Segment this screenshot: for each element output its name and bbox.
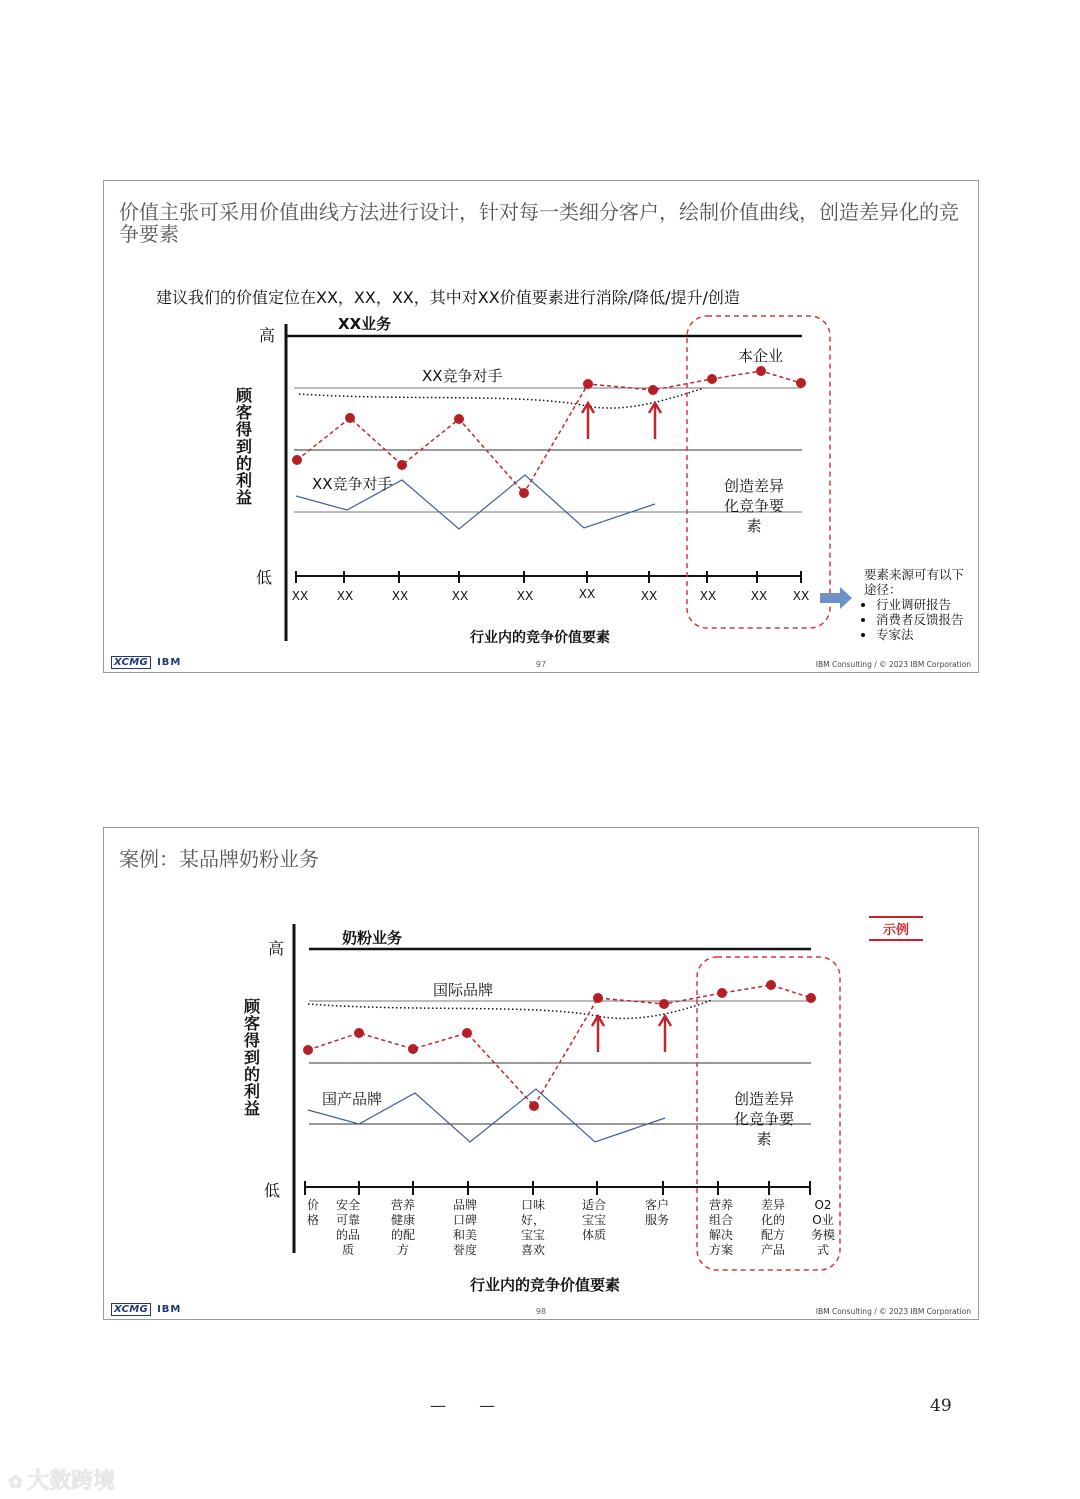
svg-text:素: 素: [756, 1130, 772, 1148]
company-point: [519, 488, 529, 498]
watermark-text: 大数跨境: [27, 1469, 116, 1494]
slide-page-number: 97: [535, 660, 547, 669]
watermark-logo-icon: ✿: [8, 1472, 24, 1493]
xcmg-logo: XCMG: [111, 1303, 151, 1316]
x-category-label: XX: [516, 589, 534, 603]
x-category-label: 营养组合解决方案: [708, 1198, 734, 1257]
svg-text:化竞争要: 化竞争要: [733, 1110, 795, 1128]
slide-milk-powder-case: [103, 827, 979, 1320]
x-category-label: 差异化的配方产品: [760, 1198, 786, 1257]
x-category-label: O2 O业务模式: [810, 1198, 836, 1257]
business-label: 奶粉业务: [342, 929, 403, 947]
company-point: [717, 988, 727, 998]
svg-text:创造差异: 创造差异: [733, 1090, 795, 1108]
company-point: [454, 414, 464, 424]
x-category-label: 客户服务: [644, 1198, 670, 1227]
slide-value-curve-template: [103, 180, 979, 673]
x-category-label: 营养健康的配方: [390, 1198, 416, 1257]
x-category-labels: [307, 1197, 835, 1257]
x-category-label: XX: [451, 589, 469, 603]
company-point: [354, 1028, 364, 1038]
company-point: [583, 379, 593, 389]
company-point: [397, 460, 407, 470]
source-note: [864, 567, 974, 642]
y-low-label: 低: [264, 1181, 281, 1200]
ibm-logo: IBM: [157, 657, 182, 668]
page-dash: — —: [430, 1396, 510, 1415]
x-category-label: XX: [640, 589, 658, 603]
company-point: [766, 980, 776, 990]
x-category-label: 适合宝宝体质: [581, 1198, 607, 1242]
x-category-label: XX: [750, 589, 768, 603]
slide-title: 案例：某品牌奶粉业务: [119, 847, 319, 871]
slide-title: 价值主张可采用价值曲线方法进行设计，针对每一类细分客户，绘制价值曲线，创造差异化的竞争要素: [119, 200, 959, 246]
example-badge: 示例: [869, 916, 923, 941]
x-category-label: XX: [699, 589, 717, 603]
y-low-label: 低: [256, 568, 273, 587]
x-category-label: 价格: [306, 1198, 320, 1227]
competitor-top-label: 国际品牌: [433, 981, 494, 999]
copyright: IBM Consulting / © 2023 IBM Corporation: [815, 660, 971, 669]
company-point: [529, 1101, 539, 1111]
competitor-top-label: XX竞争对手: [422, 367, 503, 385]
x-axis-title: 行业内的竞争价值要素: [470, 1276, 621, 1294]
x-category-label: 口味好，宝宝喜欢: [520, 1198, 546, 1257]
company-point: [756, 366, 766, 376]
xcmg-logo: XCMG: [111, 656, 151, 669]
company-point: [648, 385, 658, 395]
y-axis-title: 顾 客 得 到 的 利 益: [235, 386, 252, 507]
ibm-logo: IBM: [157, 1304, 182, 1315]
svg-text:素: 素: [746, 517, 762, 535]
copyright: IBM Consulting / © 2023 IBM Corporation: [815, 1307, 971, 1316]
slide-subtitle: 建议我们的价值定位在XX，XX，XX，其中对XX价值要素进行消除/降低/提升/创造: [156, 288, 740, 307]
note-title: 要素来源可有以下途径：: [864, 567, 965, 597]
business-label: XX业务: [338, 315, 392, 333]
note-item: • 行业调研报告: [876, 597, 974, 612]
company-label: 本企业: [738, 347, 784, 365]
competitor-bottom-label: XX竞争对手: [312, 475, 393, 493]
competitor-dotted-curve: [299, 388, 704, 408]
company-point: [408, 1044, 418, 1054]
y-high-label: 高: [268, 939, 285, 958]
company-point: [303, 1045, 313, 1055]
note-item: • 消费者反馈报告: [876, 612, 974, 627]
y-axis-title: 顾 客 得 到 的 利 益: [243, 997, 260, 1118]
x-axis-title: 行业内的竞争价值要素: [470, 630, 610, 646]
up-arrow-icons: [592, 1016, 671, 1052]
svg-text:化竞争要: 化竞争要: [723, 497, 785, 515]
company-point: [593, 993, 603, 1003]
arrow-right-icon: [820, 587, 852, 609]
differentiation-label: [734, 1090, 794, 1148]
differentiation-label: [724, 477, 784, 535]
company-point: [796, 378, 806, 388]
up-arrow-icons: [582, 403, 661, 439]
value-curve-diagram: [104, 828, 978, 1319]
company-point: [659, 999, 669, 1009]
svg-text:创造差异: 创造差异: [723, 477, 785, 495]
company-point: [292, 455, 302, 465]
watermark: [8, 1464, 115, 1495]
x-category-label: 品牌口碑和美誉度: [452, 1198, 478, 1257]
competitor-bottom-label: 国产品牌: [322, 1090, 383, 1108]
x-category-label: XX: [291, 589, 309, 603]
y-high-label: 高: [259, 326, 276, 345]
x-category-label: XX: [391, 589, 409, 603]
company-point: [707, 374, 717, 384]
x-category-label: 安全可靠的品质: [335, 1198, 361, 1257]
x-category-label: XX: [578, 587, 596, 601]
x-category-label: XX: [336, 589, 354, 603]
document-page-number: 49: [930, 1396, 952, 1416]
company-point: [462, 1028, 472, 1038]
company-point: [806, 993, 816, 1003]
company-point: [345, 413, 355, 423]
x-category-label: XX: [792, 589, 810, 603]
x-category-labels: [292, 587, 809, 603]
company-red-curve: [308, 985, 811, 1106]
note-item: • 专家法: [876, 627, 974, 642]
slide-page-number: 98: [535, 1307, 547, 1316]
